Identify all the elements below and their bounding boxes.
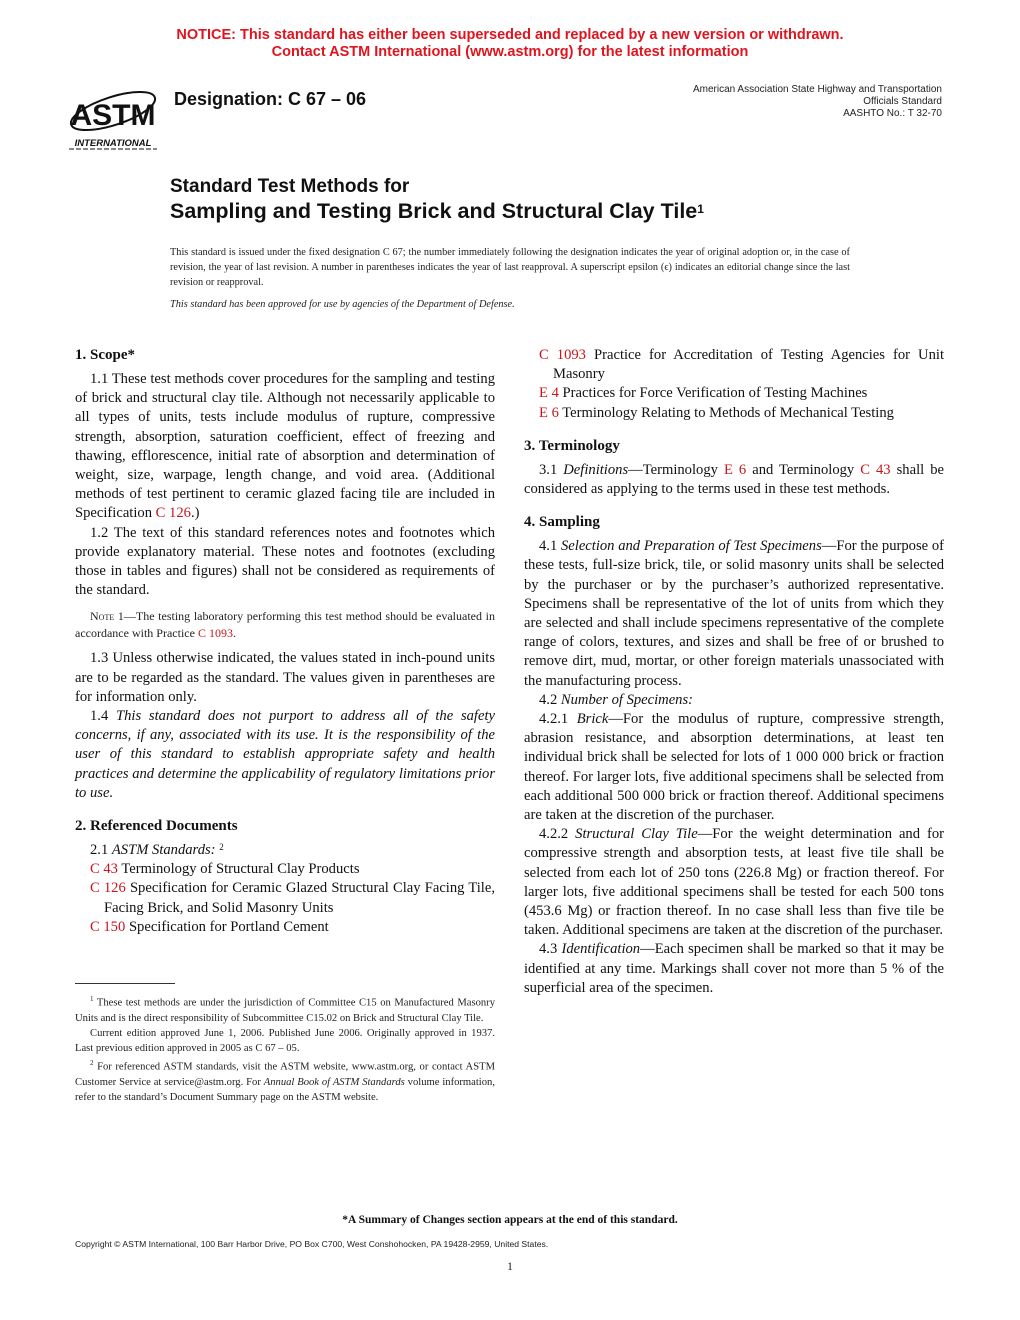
paragraph-text: —For the purpose of these tests, full-size brick, tile, or solid masonry units shall be selected by the purchaser or by the purchaser’s authorized representative. Specimens shall be representative of the lot of units from which they are selected and shall include specimens representative of the complete range of colors, textures, and sizes and shall be free of or brushed to remove dirt, mud, mortar, or other foreign materials unassociated with the manufacturing process. <box>524 538 944 689</box>
footnote-text: volume information, refer to the standard’s Document Summary page on the ASTM website. <box>75 1077 495 1104</box>
aashto-reference <box>693 84 942 120</box>
ref-item <box>524 404 944 423</box>
footnote-text: These test methods are under the jurisdiction of Committee C15 on Manufactured Masonry Units and is the direct responsibility of Subcommittee C15.02 on Brick and Structural Clay Tile. <box>75 997 495 1024</box>
paragraph-4-1 <box>524 537 944 691</box>
paragraph-number: 4.3 <box>539 941 562 958</box>
note-label: Note 1 <box>90 609 124 624</box>
ref-link-e4[interactable]: E 4 <box>539 385 559 402</box>
paragraph-text: —For the weight determination and for compressive strength and absorption tests, at least five tile shall be selected from each lot of 250 tons (226.8 Mg) or fraction thereof. For larger lots, five additional specimens shall be tested for each 500 tons (453.6 Mg) or fraction thereof. In no case shall less than five tile be taken. Additional specimens are taken at the discretion of the purchaser. <box>524 826 944 939</box>
paragraph-number: 3.1 <box>539 461 564 478</box>
ref-item <box>75 879 495 917</box>
link-c1093[interactable]: C 1093 <box>197 626 233 641</box>
note-text: . <box>232 626 236 641</box>
right-column <box>524 346 944 998</box>
footnote-2 <box>75 1056 495 1105</box>
subsection-label: Selection and Preparation of Test Specimens <box>560 538 822 555</box>
ref-title: Terminology of Structural Clay Products <box>121 861 360 878</box>
paragraph-number: 2.1 <box>90 842 112 859</box>
summary-of-changes-note: *A Summary of Changes section appears at the end of this standard. <box>342 1214 678 1226</box>
ref-link-c43[interactable]: C 43 <box>90 861 118 878</box>
paragraph-4-2-1 <box>524 710 944 825</box>
ref-item <box>75 918 495 937</box>
paragraph-text: 1.1 These test methods cover procedures for the sampling and testing of brick and structural clay tile. Although not necessarily applicable to all types of units, tests include modulus of rupture, compressive strength, absorption, saturation coefficient, effect of freezing and thawing, efflorescence, initial rate of absorption and determination of weight, size, warpage, length change, and void area. (Additional methods of test pertinent to ceramic glazed facing tile are included in Specification <box>75 371 495 522</box>
paragraph-text: —Terminology <box>628 461 724 478</box>
logo-letters: ASTM <box>70 99 156 132</box>
paragraph-3-1 <box>524 461 944 499</box>
footnotes <box>75 992 495 1105</box>
astm-logo <box>66 78 160 150</box>
link-e6[interactable]: E 6 <box>723 461 747 478</box>
paragraph-4-2 <box>524 691 944 710</box>
paragraph-1-4 <box>75 707 495 803</box>
subsection-label: ASTM Standards: <box>111 842 216 859</box>
footnote-divider <box>75 983 175 984</box>
notice-line-1: NOTICE: This standard has either been superseded and replaced by a new version or withdrawn. <box>176 27 844 43</box>
title-line-2 <box>170 198 704 224</box>
note-text: —The testing laboratory performing this test method should be evaluated in accordance with Practice <box>75 609 495 641</box>
footnote-mark-2[interactable]: 2 <box>219 842 224 853</box>
paragraph-number: 4.2 <box>539 691 561 708</box>
aashto-line-3: AASHTO No.: T 32-70 <box>843 108 942 119</box>
aashto-line-2: Officials Standard <box>863 96 942 107</box>
copyright-line: Copyright © ASTM International, 100 Barr Harbor Drive, PO Box C700, West Conshohocken, PA 19428-2959, United States. <box>75 1239 549 1249</box>
paragraph-number: 1.4 <box>90 708 117 725</box>
ref-item <box>75 860 495 879</box>
section-heading-sampling: 4. Sampling <box>524 514 600 531</box>
left-column <box>75 346 495 937</box>
safety-caveat: This standard does not purport to address all of the safety concerns, if any, associated with its use. It is the responsibility of the user of this standard to establish appropriate safety and health practices and determine the applicability of regulatory limitations prior to use. <box>75 708 495 801</box>
link-c126[interactable]: C 126 <box>155 505 191 522</box>
subsection-label: Structural Clay Tile <box>575 826 698 843</box>
aashto-line-1: American Association State Highway and Transportation <box>692 84 942 95</box>
paragraph-number: 4.1 <box>539 538 561 555</box>
paragraph-text: —Each specimen shall be marked so that it may be identified at any time. Markings shall cover not more than 5 % of the superficial area of the specimen. <box>524 941 944 996</box>
paragraph-text: shall be considered as applying to the terms used in these test methods. <box>524 461 944 498</box>
issuance-statement: This standard is issued under the fixed designation C 67; the number immediately following the designation indicates the year of original adoption or, in the case of revision, the year of last revision. A number in parentheses indicates the year of last reapproval. A superscript epsilon (ϵ) indicates an editorial change since the last revision or reapproval. <box>170 247 850 288</box>
section-heading-scope: 1. Scope* <box>75 347 135 363</box>
paragraph-1-2: 1.2 The text of this standard references notes and footnotes which provide explanatory material. These notes and footnotes (excluding those in tables and figures) shall not be considered as requirements of the standard. <box>75 524 495 599</box>
subsection-label: Definitions <box>563 461 629 478</box>
subsection-label: Number of Specimens: <box>560 691 694 708</box>
ref-link-c126[interactable]: C 126 <box>90 880 126 897</box>
footnote-italic: Annual Book of ASTM Standards <box>263 1077 405 1089</box>
ref-link-c1093[interactable]: C 1093 <box>539 347 586 363</box>
link-c43[interactable]: C 43 <box>860 461 891 478</box>
footnote-mark: 2 <box>90 1059 94 1068</box>
paragraph-number: 4.2.2 <box>539 826 576 843</box>
ref-link-c150[interactable]: C 150 <box>90 918 126 935</box>
logo-subtext: INTERNATIONAL <box>74 138 152 149</box>
footnote-1 <box>75 992 495 1026</box>
document-title <box>170 176 704 224</box>
ref-link-e6[interactable]: E 6 <box>539 404 559 421</box>
footnote-mark: 1 <box>90 995 94 1003</box>
paragraph-4-3 <box>524 940 944 998</box>
paragraph-number: 4.2.1 <box>539 711 577 728</box>
subsection-label: Brick <box>576 711 609 728</box>
notice-line-2: Contact ASTM International (www.astm.org) for the latest information <box>271 44 749 60</box>
section-heading-terminology: 3. Terminology <box>524 437 620 454</box>
designation: Designation: C 67 – 06 <box>174 89 367 109</box>
ref-title: Practices for Force Verification of Testing Machines <box>562 385 868 402</box>
page-number: 1 <box>507 1259 513 1273</box>
ref-item <box>524 384 944 403</box>
ref-title: Practice for Accreditation of Testing Agencies for Unit Masonry <box>553 347 945 383</box>
note-1 <box>75 608 495 642</box>
section-heading-referenced-documents: 2. Referenced Documents <box>75 818 238 835</box>
title-line-2-text: Sampling and Testing Brick and Structural Clay Tile <box>170 199 698 223</box>
ref-title: Terminology Relating to Methods of Mechanical Testing <box>562 404 894 421</box>
footnote-1-edition: Current edition approved June 1, 2006. Published June 2006. Originally approved in 1937. Last previous edition approved in 2005 as C 67 – 05. <box>75 1027 495 1055</box>
paragraph-2-1 <box>75 841 495 860</box>
subsection-label: Identification <box>561 941 641 958</box>
paragraph-1-3: 1.3 Unless otherwise indicated, the values stated in inch-pound units are to be regarded as the standard. The values given in parentheses are for information only. <box>75 650 495 705</box>
ref-item <box>524 346 944 384</box>
ref-title: Specification for Ceramic Glazed Structural Clay Facing Tile, Facing Brick, and Solid Masonry Units <box>104 880 495 916</box>
footnote-text: For referenced ASTM standards, visit the ASTM website, www.astm.org, or contact ASTM Customer Service at service@astm.org. For <box>75 1061 495 1089</box>
paragraph-4-2-2 <box>524 825 944 940</box>
ref-title: Specification for Portland Cement <box>128 918 329 935</box>
title-footnote-mark[interactable]: 1 <box>697 202 704 216</box>
dod-approval-statement: This standard has been approved for use by agencies of the Department of Defense. <box>170 299 515 310</box>
paragraph-text: —For the modulus of rupture, compressive strength, abrasion resistance, and absorption determinations, at least ten individual brick shall be selected for lots of 1 000 000 brick or fraction thereof. For larger lots, five additional specimens shall be selected from each additional 500 000 brick or fraction thereof. Additional specimens are taken at the discretion of the purchaser. <box>524 711 944 824</box>
paragraph-1-1 <box>75 370 495 524</box>
withdrawal-notice <box>0 27 1020 61</box>
title-line-1: Standard Test Methods for <box>170 176 410 197</box>
paragraph-text: .) <box>190 505 200 522</box>
paragraph-text: and Terminology <box>746 461 861 478</box>
